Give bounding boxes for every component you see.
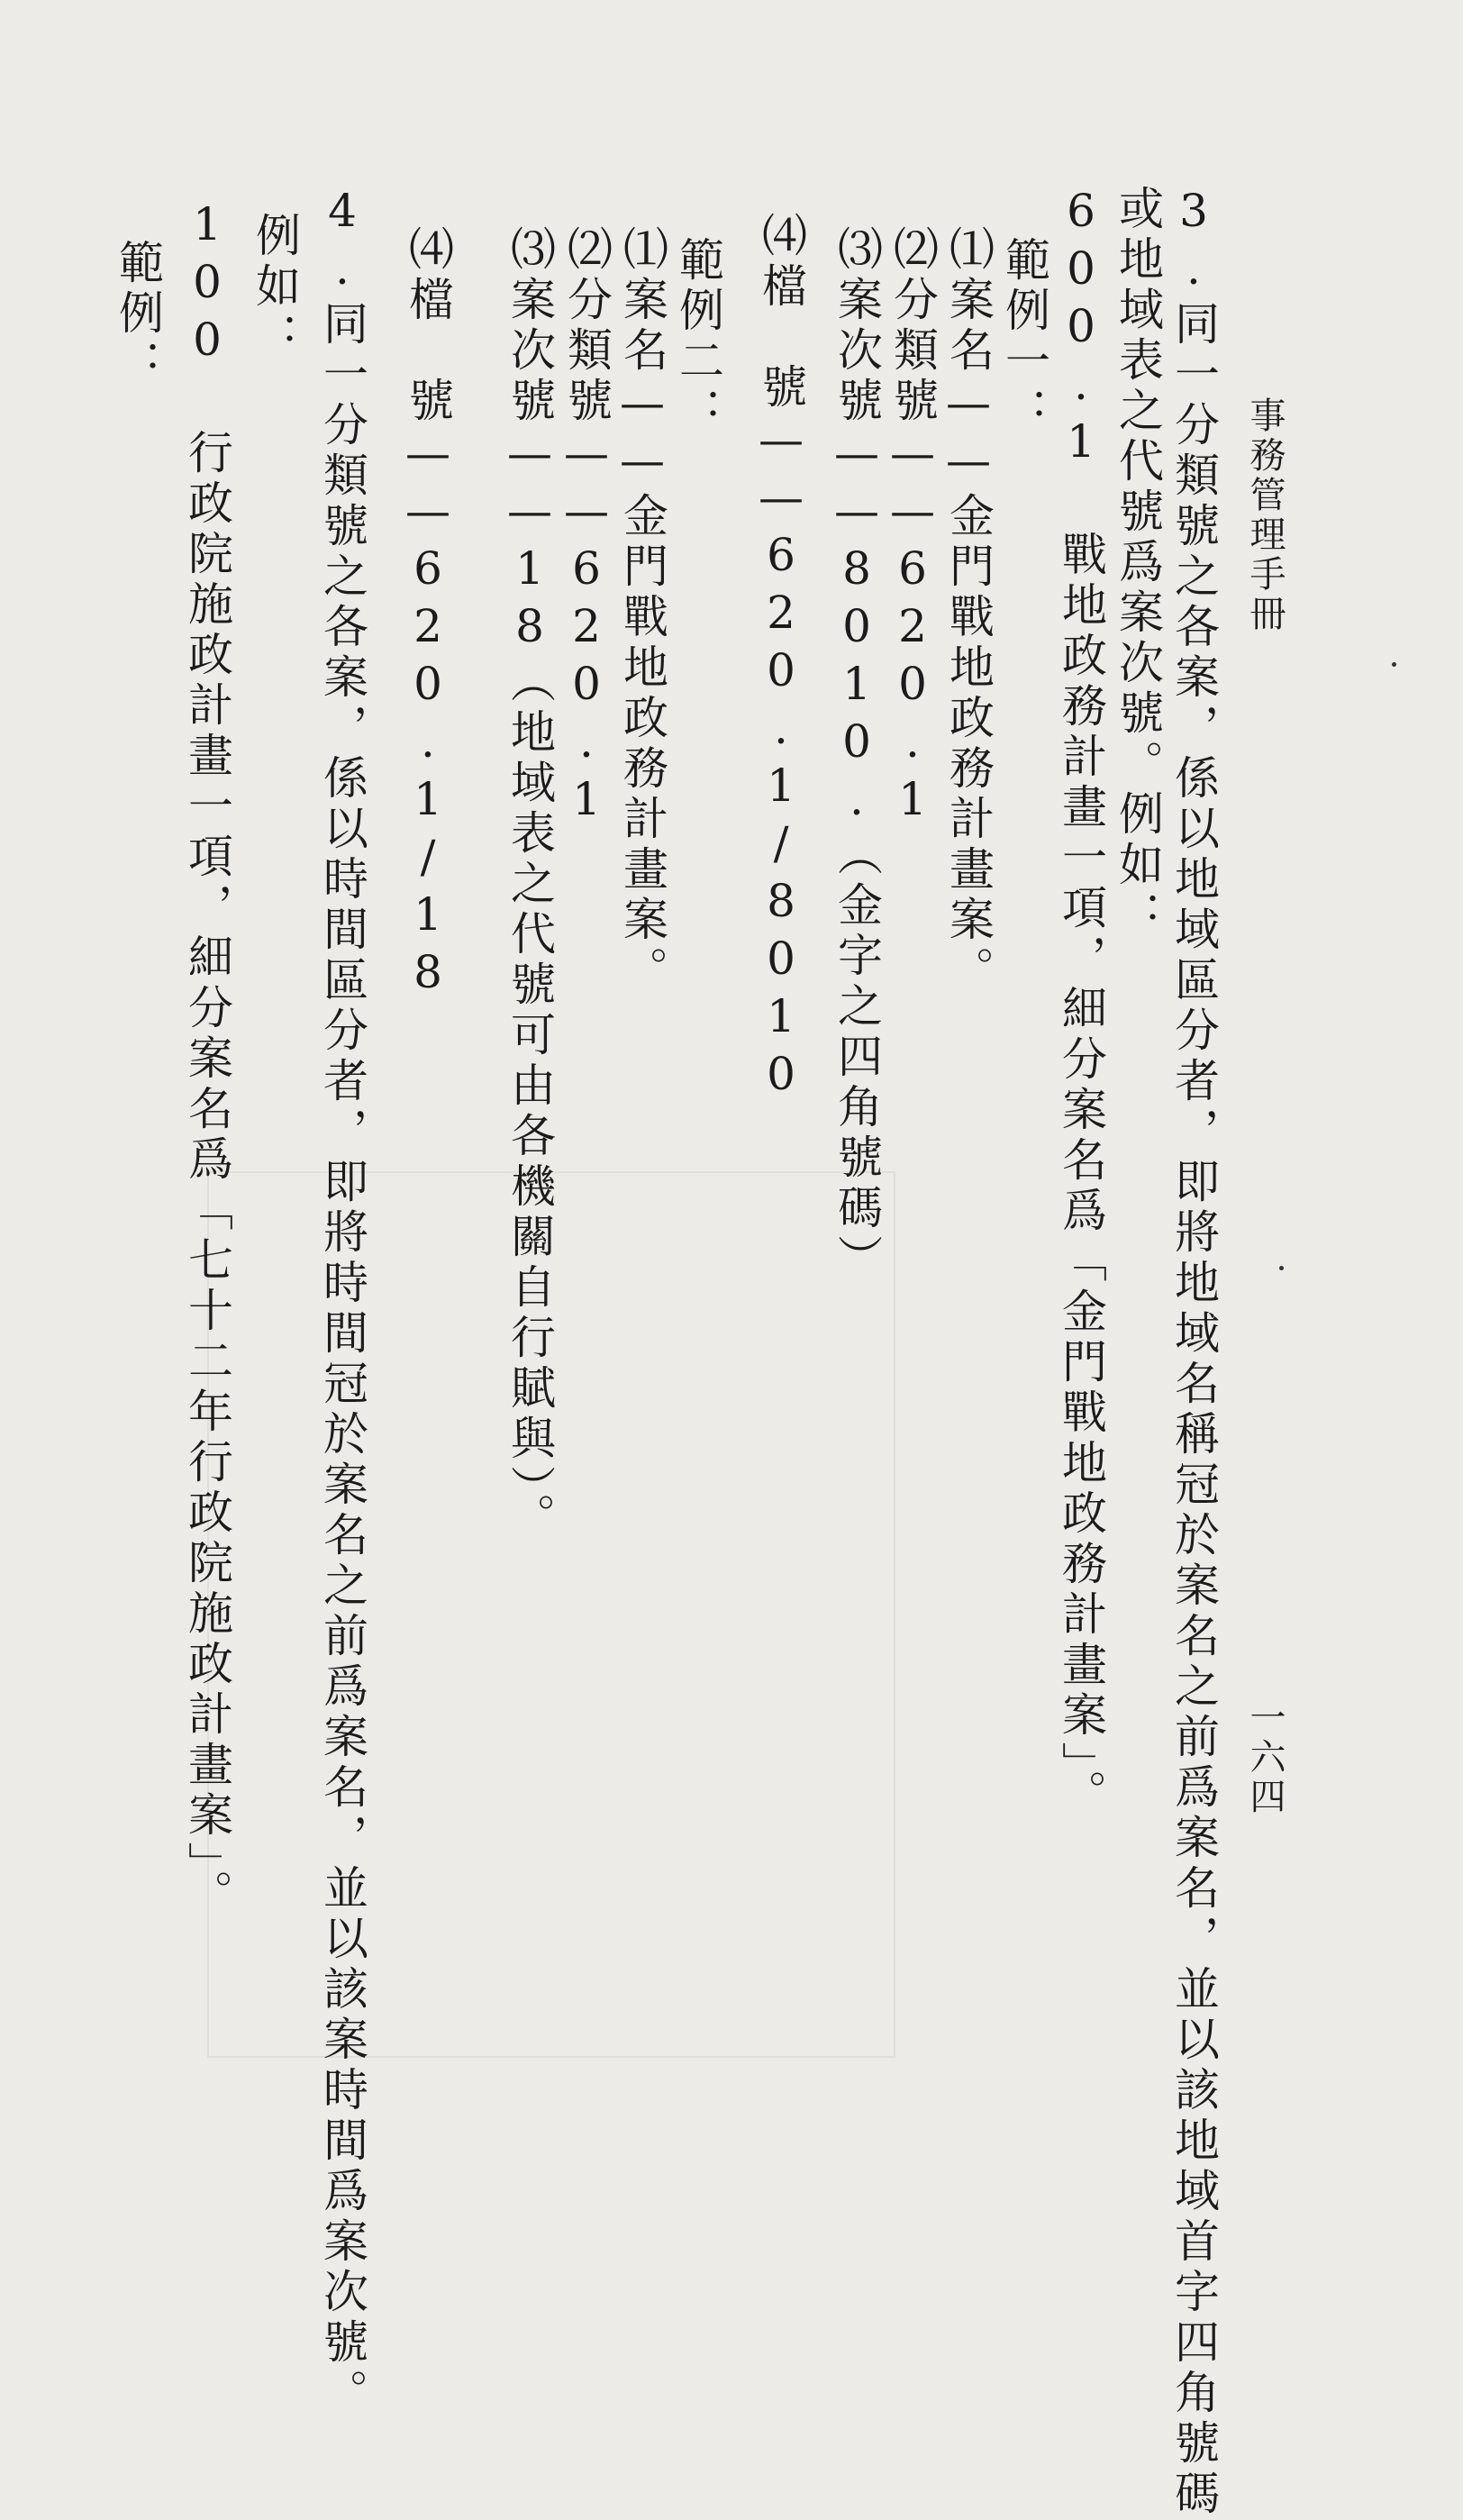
example-1-item-1: ⑴案名——金門戰地政務計畫案。 xyxy=(942,225,995,996)
example-2-item-3: ⑶案次號——18（地域表之代號可由各機關自行賦與）。 xyxy=(504,225,556,1543)
example-2-title: 範例二： xyxy=(672,236,724,438)
page-number: 一六四 xyxy=(1244,1698,1286,1817)
section-4-line-1: 4.同一分類號之各案，係以時間區分者，即將時間冠於案名之前爲案名，並以該案時間爲案次號。 xyxy=(316,185,368,2419)
example-2-item-4: ⑷檔 號——620.1/18 xyxy=(402,225,454,1004)
section-4-line-3: 100 行政院施政計畫一項，細分案名爲「七十二年行政院施政計畫案」。 xyxy=(181,198,233,1920)
section-3-line-2: 或地域表之代號爲案次號。例如： xyxy=(1112,185,1164,942)
example-2-item-2: ⑵分類號——620.1 xyxy=(560,225,613,831)
section-4-line-2: 例如： xyxy=(249,212,301,363)
example-1-title: 範例一： xyxy=(998,236,1050,438)
example-1-item-4: ⑷檔 號——620.1/8010 xyxy=(755,212,807,1105)
example-2-item-1: ⑴案名——金門戰地政務計畫案。 xyxy=(616,225,668,996)
example-1-item-3: ⑶案次號——8010.（金字之四角號碼） xyxy=(831,225,883,1285)
example-1-item-2: ⑵分類號——620.1 xyxy=(886,225,939,831)
section-4-line-4: 範例： xyxy=(112,239,164,390)
scan-speck xyxy=(1392,662,1396,667)
scan-speck xyxy=(1279,1266,1284,1270)
section-3-line-3: 600.1 戰地政務計畫一項，細分案名爲「金門戰地政務計畫案」。 xyxy=(1055,185,1107,1820)
section-3-line-1: 3.同一分類號之各案，係以地域區分者，即將地域名稱冠於案名之前爲案名，並以該地域首字四角號碼 xyxy=(1168,185,1220,2520)
book-title: 事務管理手冊 xyxy=(1244,396,1286,634)
